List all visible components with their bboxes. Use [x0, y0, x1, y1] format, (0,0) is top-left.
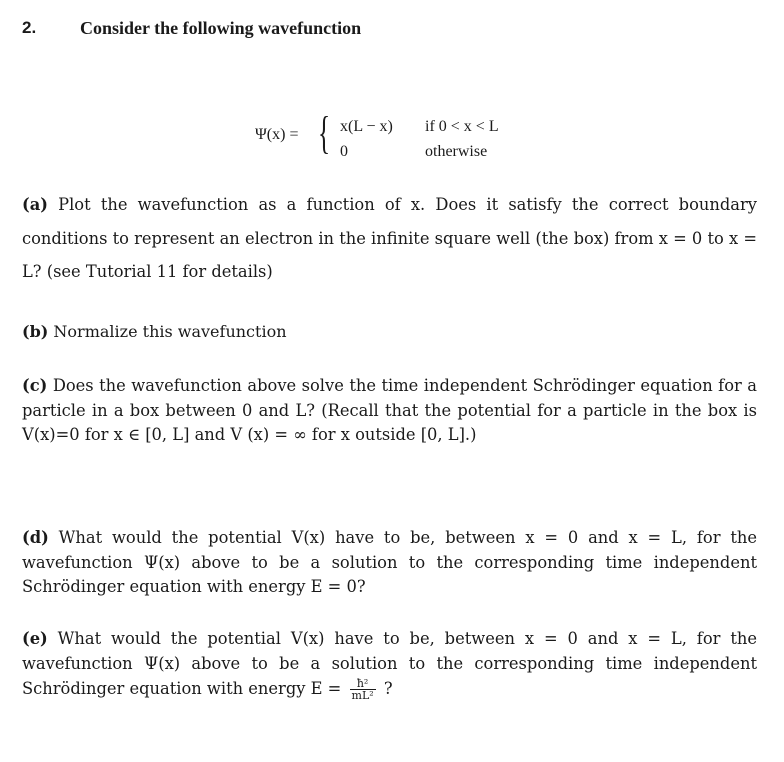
question-title: Consider the following wavefunction [80, 18, 362, 38]
fraction-denominator: mL² [351, 689, 374, 702]
question-number: 2. [22, 18, 37, 37]
case2-expression: 0 [340, 143, 348, 160]
part-b [22, 322, 757, 341]
part-c-text: Does the wavefunction above solve the time independent Schrödinger equation for a particle in a box between 0 and L? (Recall that the potential for a particle in the box is V(x)=0 for x ∈ [0, L] and V (x) = ∞ for x outside [0, L].) [22, 376, 757, 444]
part-c-label: (c) [22, 376, 48, 395]
part-a-text: Plot the wavefunction as a function of x. Does it satisfy the correct boundary conditions to represent an electron in the infinite square well (the box) from x = 0 to x = L? (see Tutorial 11 for details) [22, 195, 757, 281]
part-e-suffix: ? [383, 679, 393, 698]
part-e [22, 626, 757, 701]
part-c [22, 374, 757, 448]
part-a-label: (a) [22, 195, 48, 214]
part-d [22, 526, 757, 600]
equation-lhs: Ψ(x) = [255, 126, 299, 143]
part-a [22, 188, 757, 289]
part-d-label: (d) [22, 528, 49, 547]
piecewise-brace: { [318, 107, 331, 158]
fraction-numerator: ħ² [350, 678, 376, 690]
part-d-text: What would the potential V(x) have to be, between x = 0 and x = L, for the wavefunction Ψ(x) above to be a solution to the corresponding time independent Schrödinger equation with energy E = 0? [22, 528, 757, 596]
part-e-label: (e) [22, 629, 48, 648]
energy-fraction [350, 678, 376, 701]
part-b-label: (b) [22, 322, 49, 341]
part-e-text: What would the potential V(x) have to be, between x = 0 and x = L, for the wavefunction Ψ(x) above to be a solution to the corresponding time independent Schrödinger equation with energy E = [22, 629, 757, 698]
case1-condition: if 0 < x < L [425, 118, 499, 135]
case1-expression: x(L − x) [340, 118, 393, 135]
case2-condition: otherwise [425, 143, 488, 160]
part-b-text: Normalize this wavefunction [53, 322, 287, 341]
